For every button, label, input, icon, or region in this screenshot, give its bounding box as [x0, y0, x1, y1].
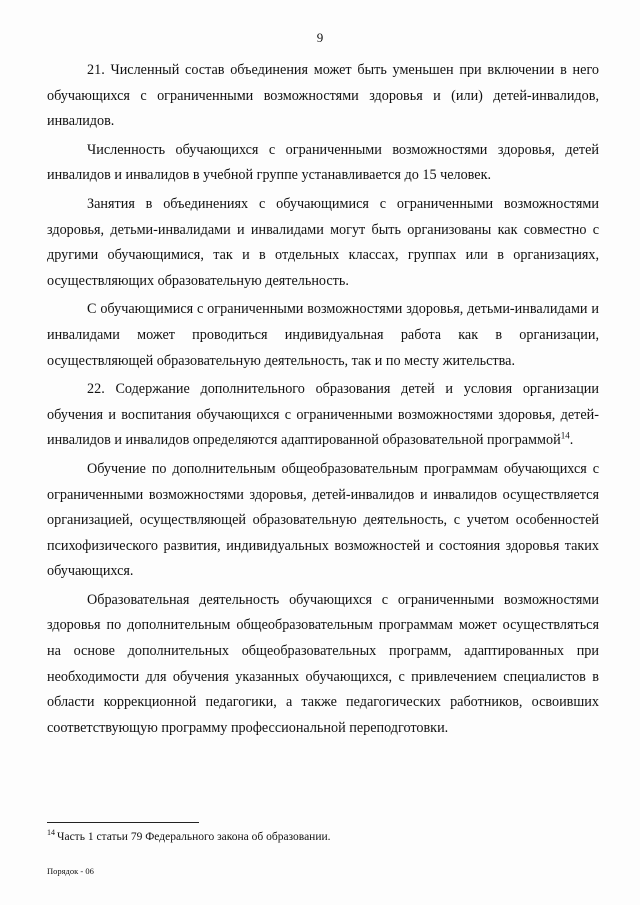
document-code: Порядок - 06 [47, 866, 94, 876]
footnote-mark: 14 [47, 828, 55, 838]
footnote [47, 830, 599, 845]
document-body [47, 58, 599, 744]
paragraph-22-end: . [569, 432, 574, 449]
page-number: 9 [316, 30, 324, 45]
paragraph-21: 21. Численный состав объединения может быть уменьшен при включении в него обучающихся с ограниченными возможностями здоровья и (или) детей-инвалидов, инвалидов. [47, 62, 599, 130]
footnote-divider [47, 822, 199, 823]
paragraph-group-size: Численность обучающихся с ограниченными возможностями здоровья, детей инвалидов и инвалидов в учебной группе устанавливается до 15 человек. [47, 141, 599, 184]
paragraph-22-text: 22. Содержание дополнительного образования детей и условия организации обучения и воспитания обучающихся с ограниченными возможностями здоровья, детей-инвалидов и инвалидов определяются адаптированной образовательной программой [47, 381, 599, 449]
paragraph-individual-work: С обучающимися с ограниченными возможностями здоровья, детьми-инвалидами и инвалидами может проводиться индивидуальная работа как в организации, осуществляющей образовательную деятельность, так и по месту жительства. [47, 301, 599, 369]
paragraph-adapted-programs: Образовательная деятельность обучающихся с ограниченными возможностями здоровья по дополнительным общеобразовательным программам может осуществляться на основе дополнительных общеобразовательных программ, адаптированных при необходимости для обучения указанных обучающихся, с привлечением специалистов в области коррекционной педагогики, а также педагогических работников, освоивших соответствующую программу профессиональной переподготовки. [47, 591, 599, 736]
paragraph-classes-organization: Занятия в объединениях с обучающимися с ограниченными возможностями здоровья, детьми-инвалидами и инвалидами могут быть организованы как совместно с другими обучающимися, так и в отдельных классах, группах или в организациях, осуществляющих образовательную деятельность. [47, 195, 599, 289]
footnote-text: Часть 1 статьи 79 Федерального закона об образовании. [57, 831, 331, 843]
footnote-reference[interactable]: 14 [560, 430, 570, 441]
paragraph-training-programs: Обучение по дополнительным общеобразовательным программам обучающихся с ограниченными возможностями здоровья, детей-инвалидов и инвалидов осуществляется организацией, осуществляющей образовательную деятельность, с учетом особенностей психофизического развития, индивидуальных возможностей и состояния здоровья таких обучающихся. [47, 460, 599, 580]
paragraph-22 [47, 377, 599, 454]
